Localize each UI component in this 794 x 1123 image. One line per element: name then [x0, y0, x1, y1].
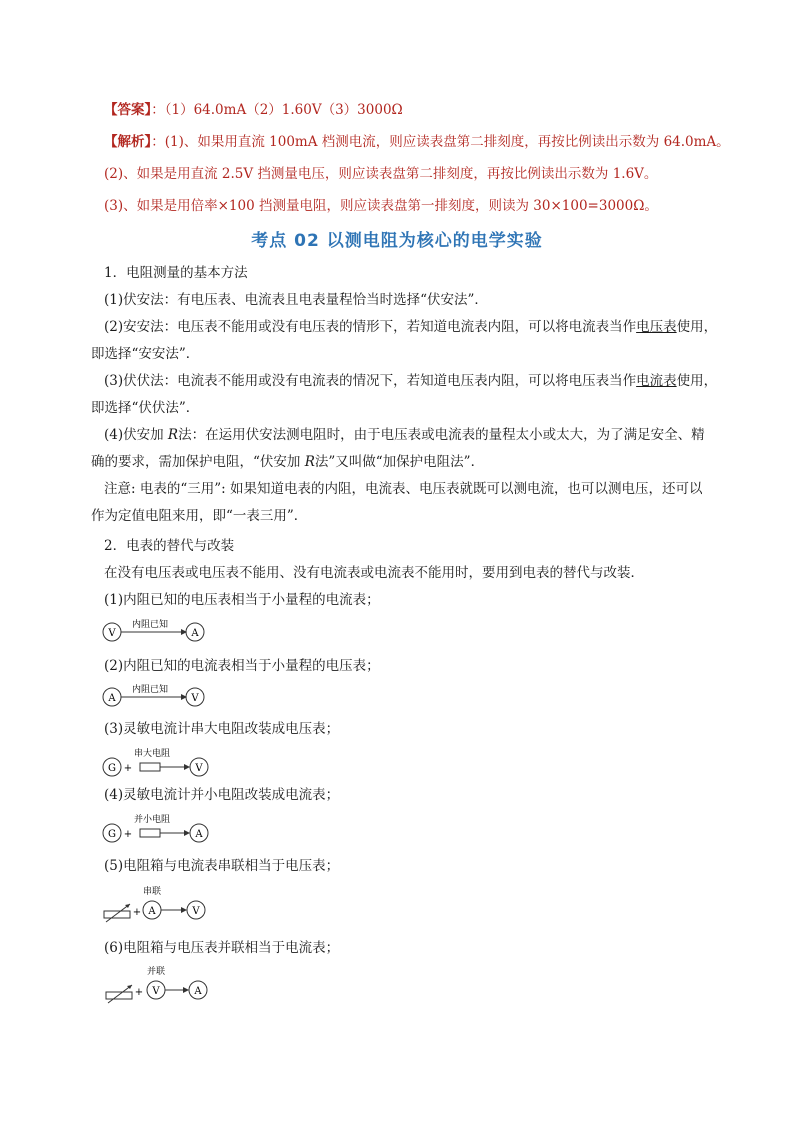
s1-p4-post: 法：在运用伏安法测电阻时，由于电压表或电流表的量程太小或太大，为了满足安全、精	[178, 427, 705, 443]
s1-note-line2: 作为定值电阻来用，即“一表三用”．	[91, 508, 308, 524]
answer-line	[104, 101, 403, 119]
s1-p2-pre: (2)安安法：电压表不能用或没有电压表的情形下，若知道电流表内阻，可以将电流表当作	[104, 319, 637, 335]
s1-p3-post: 使用，	[676, 373, 718, 389]
analysis-line-2: (2)、如果是用直流 2.5V 挡测量电压，则应读表盘第二排刻度，再按比例读出示数为 1.6V。	[104, 166, 658, 182]
diagram-4-from: G	[108, 829, 116, 840]
arrow-head-icon	[184, 830, 190, 836]
diagram-1-from: V	[108, 628, 116, 639]
resistance-box-icon	[104, 911, 130, 918]
section-title: 考点 02 以测电阻为核心的电学实验	[251, 231, 543, 251]
s1-p4-pre: (4)伏安加	[104, 427, 168, 443]
diagram-4-label: 并小电阻	[133, 815, 171, 825]
s2-item-3-text: (3)灵敏电流计串大电阻改装成电压表；	[104, 721, 340, 737]
diagram-2-to: V	[191, 693, 199, 704]
s2-item-5-text: (5)电阻箱与电流表串联相当于电压表；	[104, 858, 340, 874]
s1-p3-line1	[104, 372, 717, 390]
analysis-line-1	[104, 133, 730, 151]
diagram-6-to: A	[194, 986, 202, 997]
resistor-icon	[140, 763, 160, 771]
s1-p4b-pre: 确的要求，需加保护电阻，“伏安加	[91, 454, 305, 470]
diagram-6-label: 并联	[146, 967, 166, 977]
s1-p2-post: 使用，	[676, 319, 718, 335]
diagram-4	[100, 812, 220, 846]
s2-item-2-text: (2)内阻已知的电流表相当于小量程的电压表；	[104, 658, 380, 674]
analysis-sep: ：	[151, 134, 165, 150]
diagram-2	[100, 683, 220, 713]
s1-p4-line2	[91, 453, 484, 471]
s1-p4-line1	[104, 426, 705, 444]
arrow-head-icon	[183, 987, 189, 993]
diagram-5-plus: +	[132, 907, 142, 918]
diagram-5	[100, 884, 220, 924]
answer-label: 【答案】	[104, 102, 152, 118]
s1-p4-r: R	[167, 427, 179, 443]
diagram-1	[100, 618, 220, 648]
resistance-box-icon	[106, 992, 132, 999]
s1-p2-line1	[104, 318, 717, 336]
s2-heading: 2．电表的替代与改装	[104, 538, 235, 554]
diagram-5-label: 串联	[142, 887, 162, 897]
diagram-4-plus: +	[123, 829, 133, 840]
diagram-6	[100, 966, 220, 1006]
analysis-text-1: (1)、如果用直流 100mA 档测电流，则应读表盘第二排刻度，再按比例读出示数为 64.0mA。	[164, 134, 730, 150]
diagram-1-to: A	[191, 628, 199, 639]
diagram-3-from: G	[108, 763, 116, 774]
diagram-5-mid: A	[148, 906, 156, 917]
analysis-line-3: (3)、如果是用倍率×100 挡测量电阻，则应读表盘第一排刻度，则读为 30×100=3000Ω。	[104, 198, 658, 214]
arrow-head-icon	[184, 764, 190, 770]
diagram-3-to: V	[195, 763, 203, 774]
s1-p2-underlined: 电压表	[636, 319, 677, 335]
variable-arrow	[108, 985, 132, 1003]
s1-p4b-post: 法”又叫做“加保护电阻法”．	[314, 454, 485, 470]
diagram-5-to: V	[192, 906, 200, 917]
s2-intro: 在没有电压表或电压表不能用、没有电流表或电流表不能用时，要用到电表的替代与改装．	[104, 565, 644, 581]
s1-p2-line2: 即选择“安安法”．	[91, 346, 200, 362]
s1-p1: (1)伏安法：有电压表、电流表且电表量程恰当时选择“伏安法”．	[104, 292, 488, 308]
answer-text: （1）64.0mA（2）1.60V（3）3000Ω	[164, 102, 403, 118]
diagram-1-label: 内阻已知	[131, 620, 169, 630]
diagram-3	[100, 746, 220, 780]
s2-item-6-text: (6)电阻箱与电压表并联相当于电流表；	[104, 940, 340, 956]
s1-p3-line2: 即选择“伏伏法”．	[91, 400, 200, 416]
diagram-2-label: 内阻已知	[131, 685, 169, 695]
s1-note-line1: 注意: 电表的“三用”: 如果知道电表的内阻，电流表、电压表就既可以测电流，也可以测电压，还可以	[104, 481, 703, 497]
s1-p3-pre: (3)伏伏法：电流表不能用或没有电流表的情况下，若知道电压表内阻，可以将电压表当作	[104, 373, 637, 389]
variable-arrow	[106, 904, 130, 922]
arrow-head-icon	[181, 907, 187, 913]
resistor-icon	[140, 829, 160, 837]
diagram-3-plus: +	[123, 763, 133, 774]
s1-p4b-r: R	[304, 454, 315, 470]
s2-item-1-text: (1)内阻已知的电压表相当于小量程的电流表；	[104, 592, 380, 608]
analysis-label: 【解析】	[104, 134, 152, 150]
s1-p3-underlined: 电流表	[636, 373, 677, 389]
answer-sep: ：	[151, 102, 165, 118]
diagram-2-from: A	[108, 693, 116, 704]
diagram-6-plus: +	[134, 987, 144, 998]
diagram-4-to: A	[195, 829, 203, 840]
s2-item-4-text: (4)灵敏电流计并小电阻改装成电流表；	[104, 787, 340, 803]
diagram-6-mid: V	[152, 986, 160, 997]
s1-heading: 1．电阻测量的基本方法	[104, 265, 248, 281]
diagram-3-label: 串大电阻	[133, 749, 171, 759]
